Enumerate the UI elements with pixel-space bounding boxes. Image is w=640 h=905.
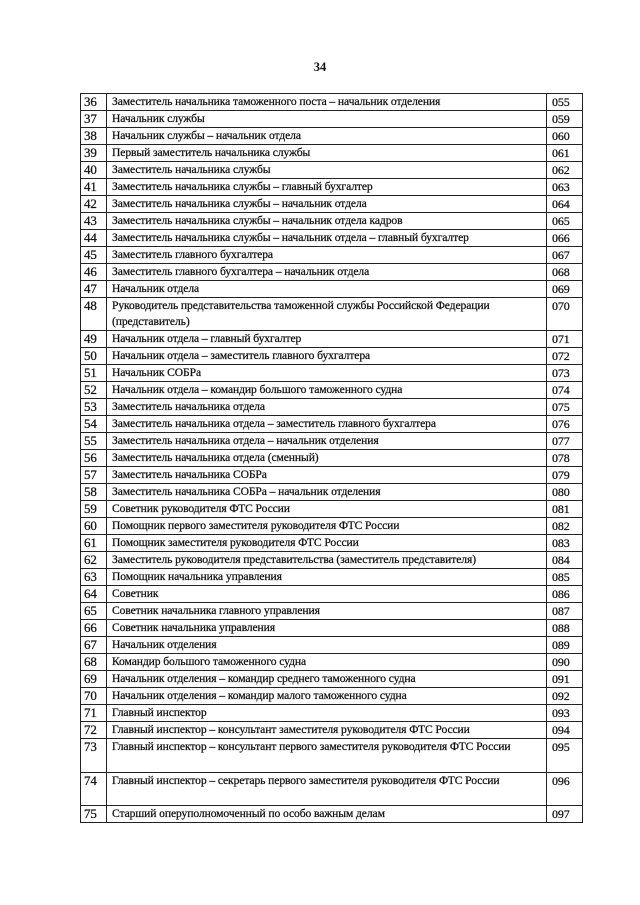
position-code: 072 <box>547 348 583 365</box>
row-number: 67 <box>81 637 107 654</box>
position-code: 060 <box>547 128 583 145</box>
position-code: 097 <box>547 806 583 823</box>
position-code: 095 <box>547 739 583 772</box>
row-number: 55 <box>81 433 107 450</box>
table-row <box>81 806 583 823</box>
row-number: 42 <box>81 196 107 213</box>
table-row <box>81 501 583 518</box>
position-code: 078 <box>547 450 583 467</box>
position-code: 076 <box>547 416 583 433</box>
position-code: 079 <box>547 467 583 484</box>
position-code: 088 <box>547 620 583 637</box>
position-code: 081 <box>547 501 583 518</box>
table-row <box>81 348 583 365</box>
row-number: 43 <box>81 213 107 230</box>
table-row <box>81 739 583 772</box>
position-code: 055 <box>547 94 583 111</box>
row-number: 64 <box>81 586 107 603</box>
row-number: 58 <box>81 484 107 501</box>
position-title: Заместитель начальника службы – начальник отдела кадров <box>107 213 547 230</box>
position-title: Заместитель начальника отдела (сменный) <box>107 450 547 467</box>
position-title: Старший оперуполномоченный по особо важным делам <box>107 806 547 823</box>
table-row <box>81 586 583 603</box>
position-title: Командир большого таможенного судна <box>107 654 547 671</box>
row-number: 59 <box>81 501 107 518</box>
row-number: 70 <box>81 688 107 705</box>
position-code: 082 <box>547 518 583 535</box>
position-title: Советник начальника главного управления <box>107 603 547 620</box>
position-code: 094 <box>547 722 583 739</box>
position-code: 089 <box>547 637 583 654</box>
position-title: Помощник первого заместителя руководителя ФТС России <box>107 518 547 535</box>
row-number: 56 <box>81 450 107 467</box>
position-title: Главный инспектор <box>107 705 547 722</box>
row-number: 72 <box>81 722 107 739</box>
position-title: Начальник отдела – заместитель главного бухгалтера <box>107 348 547 365</box>
table-row <box>81 247 583 264</box>
position-code: 086 <box>547 586 583 603</box>
table-row <box>81 128 583 145</box>
position-title: Начальник СОБРа <box>107 365 547 382</box>
table-row <box>81 298 583 331</box>
row-number: 38 <box>81 128 107 145</box>
position-title: Главный инспектор – консультант заместителя руководителя ФТС России <box>107 722 547 739</box>
position-code: 092 <box>547 688 583 705</box>
position-code: 075 <box>547 399 583 416</box>
table-row <box>81 179 583 196</box>
table-row <box>81 213 583 230</box>
table-row <box>81 772 583 805</box>
table-row <box>81 365 583 382</box>
table-row <box>81 450 583 467</box>
row-number: 49 <box>81 331 107 348</box>
table-row <box>81 671 583 688</box>
position-title: Первый заместитель начальника службы <box>107 145 547 162</box>
position-code: 065 <box>547 213 583 230</box>
page-number: 34 <box>313 60 327 74</box>
position-title: Заместитель начальника СОБРа <box>107 467 547 484</box>
row-number: 51 <box>81 365 107 382</box>
table-row <box>81 535 583 552</box>
position-title: Помощник начальника управления <box>107 569 547 586</box>
table-row <box>81 264 583 281</box>
row-number: 68 <box>81 654 107 671</box>
table-row <box>81 637 583 654</box>
row-number: 50 <box>81 348 107 365</box>
position-code: 074 <box>547 382 583 399</box>
table-row <box>81 552 583 569</box>
position-title: Начальник отдела – главный бухгалтер <box>107 331 547 348</box>
position-code: 069 <box>547 281 583 298</box>
position-title: Заместитель начальника службы <box>107 162 547 179</box>
row-number: 52 <box>81 382 107 399</box>
position-code: 071 <box>547 331 583 348</box>
position-code: 084 <box>547 552 583 569</box>
position-title: Заместитель начальника СОБРа – начальник отделения <box>107 484 547 501</box>
table-row <box>81 705 583 722</box>
position-code: 073 <box>547 365 583 382</box>
table-row <box>81 162 583 179</box>
row-number: 62 <box>81 552 107 569</box>
position-title: Начальник отделения – командир малого таможенного судна <box>107 688 547 705</box>
row-number: 36 <box>81 94 107 111</box>
row-number: 46 <box>81 264 107 281</box>
row-number: 53 <box>81 399 107 416</box>
position-code: 096 <box>547 772 583 805</box>
table-row <box>81 196 583 213</box>
position-title: Заместитель начальника отдела – заместитель главного бухгалтера <box>107 416 547 433</box>
position-title: Заместитель начальника отдела <box>107 399 547 416</box>
position-code: 064 <box>547 196 583 213</box>
table-row <box>81 467 583 484</box>
position-title: Главный инспектор – консультант первого заместителя руководителя ФТС России <box>107 739 547 772</box>
row-number: 61 <box>81 535 107 552</box>
table-row <box>81 484 583 501</box>
row-number: 69 <box>81 671 107 688</box>
row-number: 41 <box>81 179 107 196</box>
table-row <box>81 331 583 348</box>
table-row <box>81 654 583 671</box>
position-title: Главный инспектор – секретарь первого заместителя руководителя ФТС России <box>107 772 547 805</box>
table-row <box>81 620 583 637</box>
position-code: 063 <box>547 179 583 196</box>
position-title: Советник <box>107 586 547 603</box>
table-row <box>81 281 583 298</box>
row-number: 54 <box>81 416 107 433</box>
table-row <box>81 230 583 247</box>
row-number: 65 <box>81 603 107 620</box>
row-number: 39 <box>81 145 107 162</box>
table-row <box>81 722 583 739</box>
row-number: 71 <box>81 705 107 722</box>
position-title: Заместитель начальника отдела – начальник отделения <box>107 433 547 450</box>
row-number: 63 <box>81 569 107 586</box>
table-row <box>81 603 583 620</box>
position-title: Заместитель начальника службы – главный бухгалтер <box>107 179 547 196</box>
table-row <box>81 416 583 433</box>
position-code: 093 <box>547 705 583 722</box>
position-title: Начальник отделения <box>107 637 547 654</box>
position-title: Заместитель начальника службы – начальник отдела – главный бухгалтер <box>107 230 547 247</box>
position-code: 085 <box>547 569 583 586</box>
row-number: 60 <box>81 518 107 535</box>
row-number: 66 <box>81 620 107 637</box>
position-title: Заместитель главного бухгалтера – начальник отдела <box>107 264 547 281</box>
position-code: 070 <box>547 298 583 331</box>
table-row <box>81 569 583 586</box>
position-title: Начальник отдела <box>107 281 547 298</box>
row-number: 40 <box>81 162 107 179</box>
table-row <box>81 433 583 450</box>
position-code: 090 <box>547 654 583 671</box>
table-row <box>81 518 583 535</box>
position-title: Заместитель руководителя представительства (заместитель представителя) <box>107 552 547 569</box>
position-code: 080 <box>547 484 583 501</box>
table-row <box>81 399 583 416</box>
position-code: 068 <box>547 264 583 281</box>
position-code: 067 <box>547 247 583 264</box>
table-row <box>81 111 583 128</box>
row-number: 45 <box>81 247 107 264</box>
row-number: 37 <box>81 111 107 128</box>
row-number: 44 <box>81 230 107 247</box>
position-code: 059 <box>547 111 583 128</box>
position-code: 066 <box>547 230 583 247</box>
position-title: Начальник службы <box>107 111 547 128</box>
position-title: Заместитель главного бухгалтера <box>107 247 547 264</box>
position-title: Начальник отдела – командир большого таможенного судна <box>107 382 547 399</box>
position-code: 083 <box>547 535 583 552</box>
row-number: 75 <box>81 806 107 823</box>
position-title: Заместитель начальника таможенного поста – начальник отделения <box>107 94 547 111</box>
position-code: 062 <box>547 162 583 179</box>
position-title: Руководитель представительства таможенной службы Российской Федерации (представитель) <box>107 298 547 331</box>
position-code: 061 <box>547 145 583 162</box>
position-title: Помощник заместителя руководителя ФТС России <box>107 535 547 552</box>
row-number: 47 <box>81 281 107 298</box>
position-title: Советник начальника управления <box>107 620 547 637</box>
table-row <box>81 688 583 705</box>
position-title: Начальник службы – начальник отдела <box>107 128 547 145</box>
table-row <box>81 145 583 162</box>
position-title: Заместитель начальника службы – начальник отдела <box>107 196 547 213</box>
table-row <box>81 382 583 399</box>
row-number: 73 <box>81 739 107 772</box>
position-title: Советник руководителя ФТС России <box>107 501 547 518</box>
row-number: 57 <box>81 467 107 484</box>
position-code: 091 <box>547 671 583 688</box>
position-title: Начальник отделения – командир среднего таможенного судна <box>107 671 547 688</box>
position-code: 077 <box>547 433 583 450</box>
position-code: 087 <box>547 603 583 620</box>
row-number: 74 <box>81 772 107 805</box>
table-row <box>81 94 583 111</box>
positions-table <box>80 93 583 823</box>
row-number: 48 <box>81 298 107 331</box>
